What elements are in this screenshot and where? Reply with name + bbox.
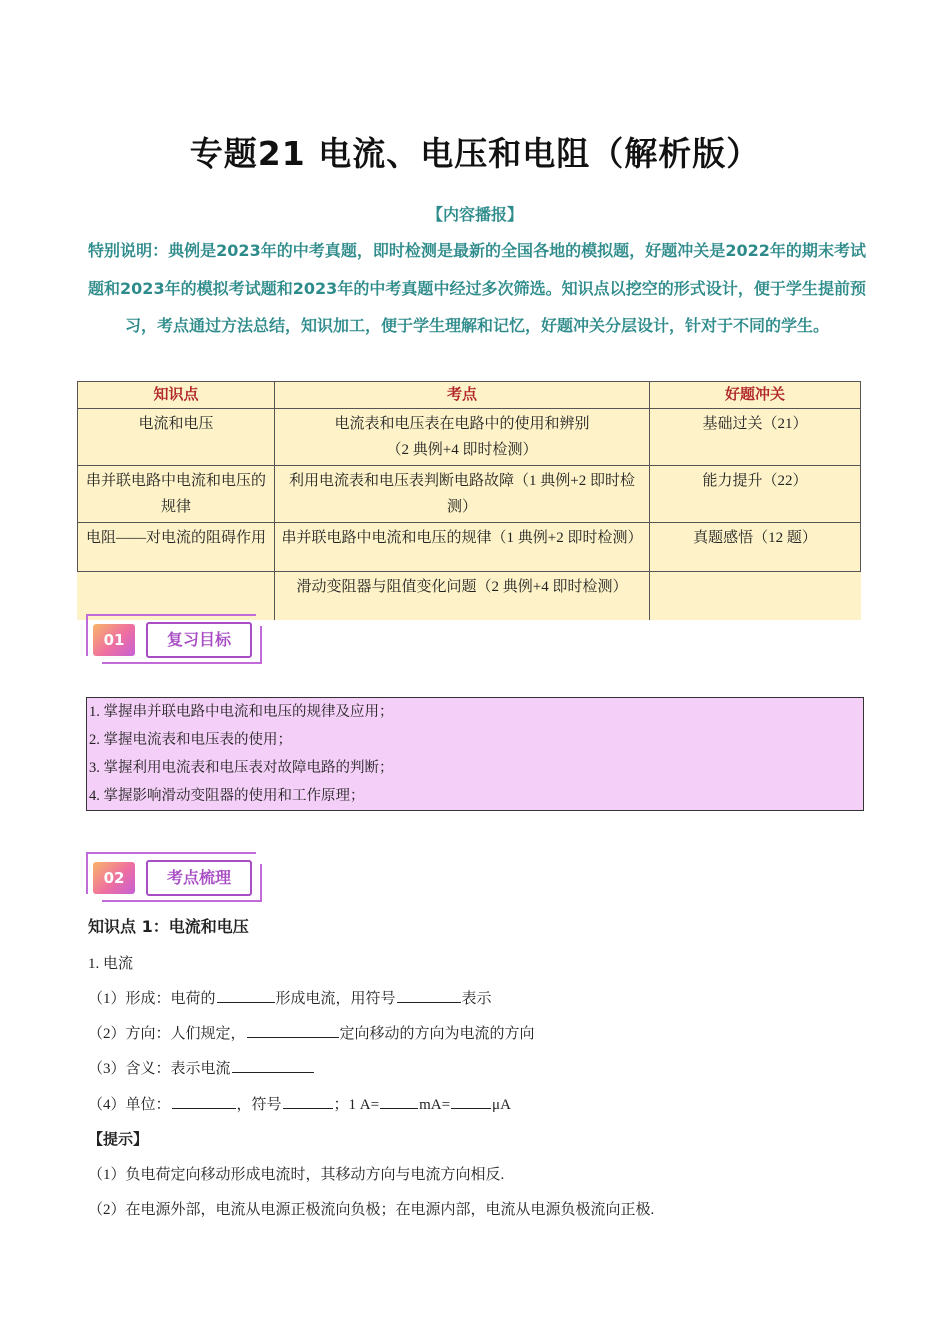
table-cell — [78, 572, 275, 621]
text-segment: ，符号 — [236, 1097, 282, 1113]
fill-line-unit — [88, 1093, 511, 1114]
text-segment: ；1 A= — [333, 1097, 380, 1113]
fill-line-formation — [88, 987, 492, 1008]
text-segment: （1）形成：电荷的 — [88, 991, 216, 1007]
text-segment: （2）方向：人们规定， — [88, 1026, 246, 1042]
text-segment: （3）含义：表示电流 — [88, 1061, 231, 1077]
text-segment: mA= — [419, 1097, 451, 1113]
tip-label: 【提示】 — [88, 1132, 149, 1148]
answer-blank — [380, 1094, 418, 1109]
text-segment: 表示 — [461, 991, 492, 1007]
answer-blank — [397, 988, 461, 1003]
table-cell: 利用电流表和电压表判断电路故障（1 典例+2 即时检测） — [275, 466, 650, 523]
goal-item: 1. 掌握串并联电路中电流和电压的规律及应用； — [89, 704, 394, 720]
text-segment: （4）单位： — [88, 1097, 171, 1113]
section-number: 02 — [93, 862, 135, 894]
answer-blank — [451, 1094, 491, 1109]
knowledge-point-title: 知识点 1：电流和电压 — [88, 917, 249, 936]
header-practice: 好题冲关 — [650, 382, 861, 409]
broadcast-heading: 【内容播报】 — [426, 205, 523, 224]
header-knowledge: 知识点 — [78, 382, 275, 409]
table-row — [78, 409, 861, 466]
section-badge-exam-points — [86, 852, 266, 904]
tip-item: （1）负电荷定向移动形成电流时，其移动方向与电流方向相反. — [88, 1167, 505, 1183]
text-segment: 形成电流，用符号 — [275, 991, 396, 1007]
table-cell: 滑动变阻器与阻值变化问题（2 典例+4 即时检测） — [275, 572, 650, 621]
broadcast-text: 特别说明：典例是2023年的中考真题，即时检测是最新的全国各地的模拟题，好题冲关是2022年的期末考试题和2023年的模拟考试题和2023年的中考真题中经过多次筛选。知识点以挖空的形式设计，便于学生提前预习，考点通过方法总结，知识加工，便于学生理解和记忆，好题冲关分层设计，针对于不同的学生。 — [88, 241, 866, 335]
table-cell-line: （2 典例+4 即时检测） — [386, 442, 538, 458]
subsection-title: 1. 电流 — [88, 956, 134, 972]
answer-blank — [247, 1023, 339, 1038]
table-cell: 电流和电压 — [78, 409, 275, 466]
table-cell: 电阻——对电流的阻碍作用 — [78, 523, 275, 572]
table-cell — [650, 572, 861, 621]
table-row — [78, 523, 861, 572]
answer-blank — [172, 1094, 236, 1109]
section-label: 复习目标 — [146, 622, 252, 658]
table-cell: 能力提升（22） — [650, 466, 861, 523]
table-row — [78, 572, 861, 621]
goal-item: 3. 掌握利用电流表和电压表对故障电路的判断； — [89, 760, 394, 776]
table-cell-line: 电流表和电压表在电路中的使用和辨别 — [334, 416, 590, 432]
section-number: 01 — [93, 624, 135, 656]
goals-box — [86, 697, 864, 811]
goal-item: 4. 掌握影响滑动变阻器的使用和工作原理； — [89, 788, 365, 804]
answer-blank — [283, 1094, 333, 1109]
table-cell: 基础过关（21） — [650, 409, 861, 466]
table-cell: 串并联电路中电流和电压的规律 — [78, 466, 275, 523]
text-segment: 定向移动的方向为电流的方向 — [339, 1026, 535, 1042]
page-title: 专题21 电流、电压和电阻（解析版） — [189, 134, 761, 173]
fill-line-meaning — [88, 1057, 315, 1078]
table-row — [78, 466, 861, 523]
table-cell — [275, 409, 650, 466]
section-badge-review-goals — [86, 614, 266, 666]
header-exam-points: 考点 — [275, 382, 650, 409]
tip-item: （2）在电源外部，电流从电源正极流向负极；在电源内部，电流从电源负极流向正极. — [88, 1202, 655, 1218]
table-cell: 真题感悟（12 题） — [650, 523, 861, 572]
answer-blank — [217, 988, 275, 1003]
table-cell: 串并联电路中电流和电压的规律（1 典例+2 即时检测） — [275, 523, 650, 572]
table-header-row — [78, 382, 861, 409]
answer-blank — [232, 1058, 314, 1073]
fill-line-direction — [88, 1022, 535, 1043]
section-label: 考点梳理 — [146, 860, 252, 896]
overview-table — [77, 381, 861, 620]
text-segment: μA — [492, 1097, 511, 1113]
goal-item: 2. 掌握电流表和电压表的使用； — [89, 732, 292, 748]
